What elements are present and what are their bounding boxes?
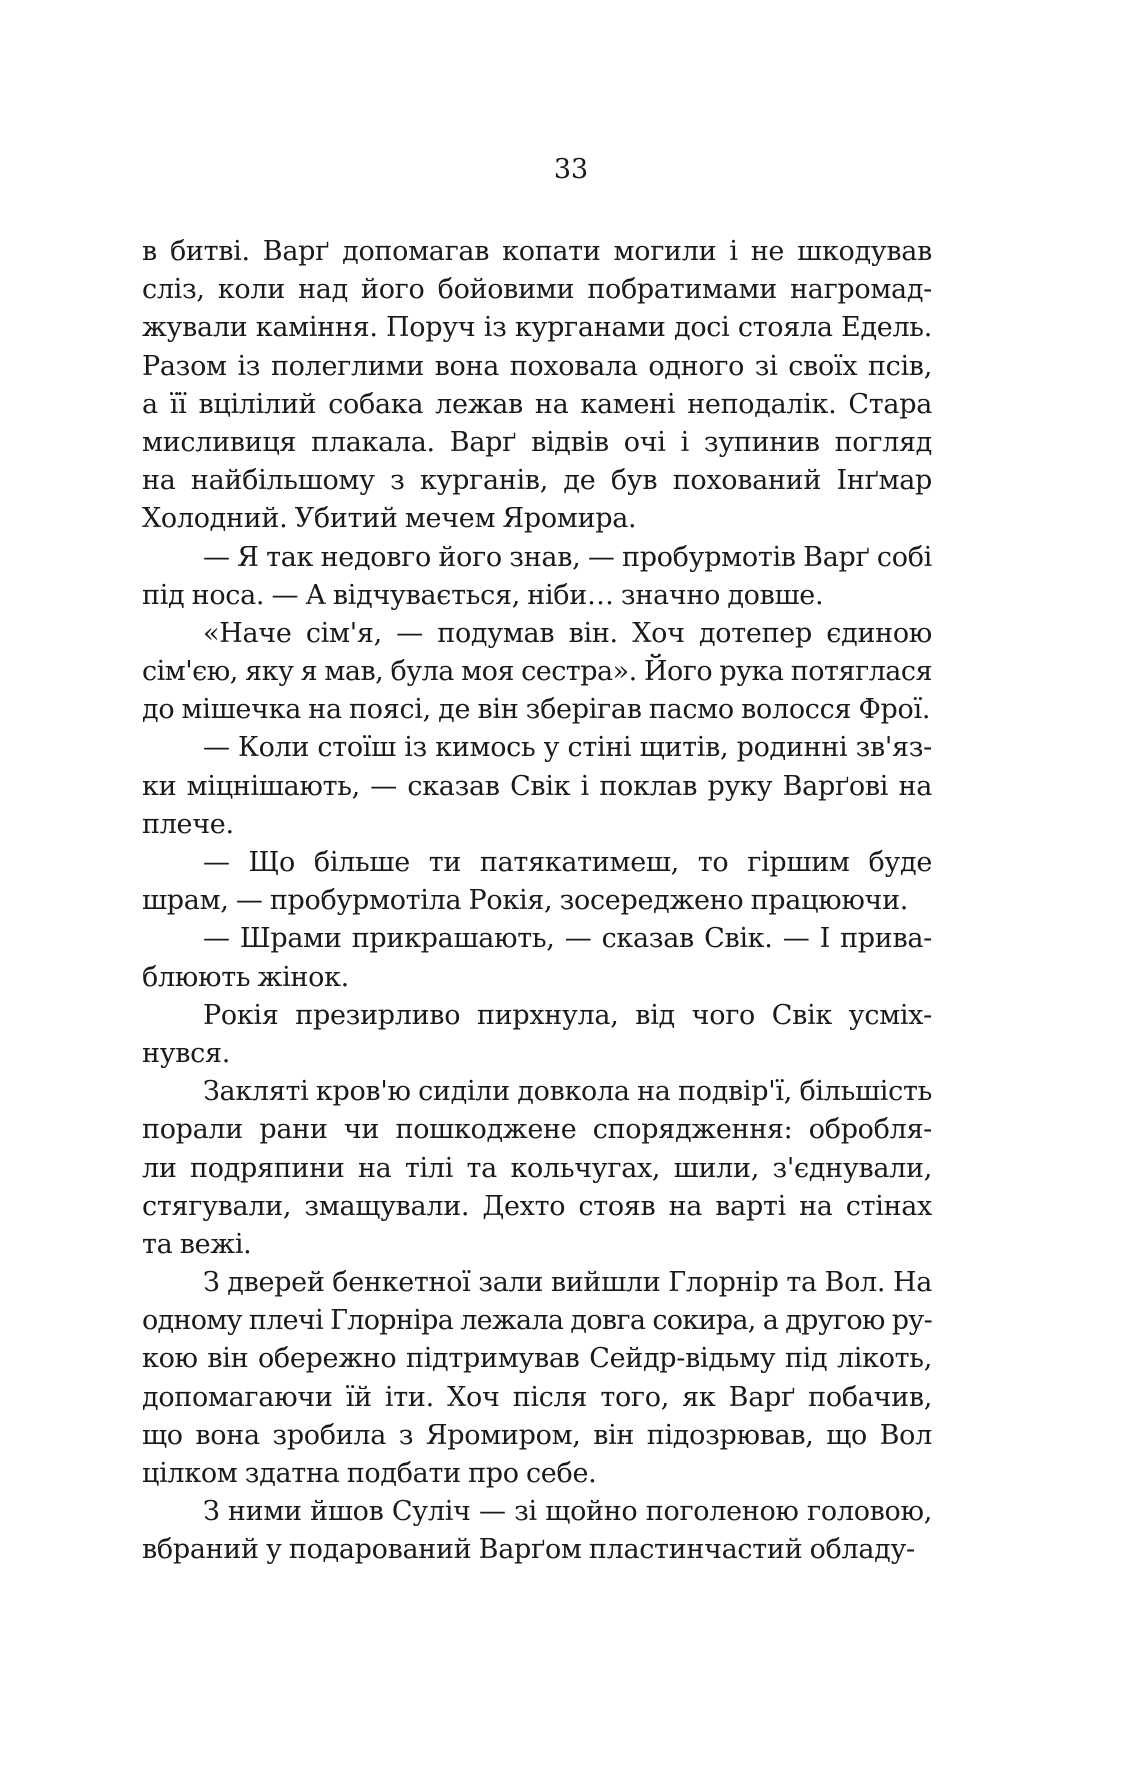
paragraph-first-line: — Я так недовго його знав, — пробурмотів Варґ собі xyxy=(203,541,932,573)
paragraph-first-line: — Коли стоїш із кимось у стіні щитів, родинні зв'яз- xyxy=(203,732,932,764)
text-line: а її вцілілий собака лежав на камені неподалік. Стара xyxy=(142,388,932,420)
text-line: плече. xyxy=(142,808,234,840)
text-line: допомагаючи їй іти. Хоч після того, як Варґ побачив, xyxy=(142,1381,932,1413)
text-line: мисливиця плакала. Варґ відвів очі і зупинив погляд xyxy=(142,426,932,458)
paragraph-first-line: — Шрами прикрашають, — сказав Свік. — І прива- xyxy=(203,923,932,955)
text-line: що вона зробила з Яромиром, він підозрював, що Вол xyxy=(142,1419,932,1451)
paragraph-first-line: З дверей бенкетної зали вийшли Глорнір та Вол. На xyxy=(203,1267,932,1299)
text-line: та вежі. xyxy=(142,1228,252,1260)
body-text xyxy=(142,233,932,1570)
text-line: сім'єю, яку я мав, була моя сестра». Його рука потяглася xyxy=(142,656,932,688)
text-line: шрам, — пробурмотіла Рокія, зосереджено працюючи. xyxy=(142,885,909,917)
text-line: на найбільшому з курганів, де був похований Інґмар xyxy=(142,465,932,497)
text-line: одному плечі Глорніра лежала довга сокира, а другою ру- xyxy=(142,1305,932,1337)
paragraph-first-line: — Що більше ти патякатимеш, то гіршим буде xyxy=(203,847,932,878)
page-number: 33 xyxy=(553,154,589,185)
text-line: ли подряпини на тілі та кольчугах, шили, з'єднували, xyxy=(142,1152,932,1184)
text-line: під носа. — А відчувається, ніби… значно довше. xyxy=(142,579,824,611)
text-line: ки міцнішають, — сказав Свік і поклав руку Варґові на xyxy=(142,770,932,802)
text-line: вбраний у подарований Варґом пластинчастий обладу- xyxy=(142,1534,915,1566)
text-line: в битві. Варґ допомагав копати могили і не шкодував xyxy=(142,236,932,267)
paragraph-first-line: З ними йшов Суліч — зі щойно поголеною головою, xyxy=(203,1496,932,1528)
text-line: Разом із полеглими вона поховала одного зі своїх псів, xyxy=(142,350,932,382)
text-line: стягували, змащували. Дехто стояв на варті на стінах xyxy=(142,1190,932,1222)
paragraph-first-line: «Наче сім'я, — подумав він. Хоч дотепер єдиною xyxy=(203,617,932,649)
text-line: Холодний. Убитий мечем Яромира. xyxy=(142,503,637,535)
paragraph-first-line: Рокія презирливо пирхнула, від чого Свік усміх- xyxy=(203,999,932,1031)
text-line: кою він обережно підтримував Сейдр-відьму під лікоть, xyxy=(142,1343,932,1375)
text-line: до мішечка на поясі, де він зберігав пасмо волосся Фрої. xyxy=(142,694,931,726)
text-line: цілком здатна подбати про себе. xyxy=(142,1458,597,1489)
text-line: сліз, коли над його бойовими побратимами нагромад- xyxy=(142,274,932,306)
text-line: порали рани чи пошкоджене спорядження: обробля- xyxy=(142,1114,932,1146)
text-line: нувся. xyxy=(142,1037,231,1069)
paragraph-first-line: Закляті кров'ю сиділи довкола на подвір'ї, більшість xyxy=(203,1076,932,1108)
text-line: жували каміння. Поруч із курганами досі стояла Едель. xyxy=(142,312,932,344)
text-line: блюють жінок. xyxy=(142,961,349,993)
